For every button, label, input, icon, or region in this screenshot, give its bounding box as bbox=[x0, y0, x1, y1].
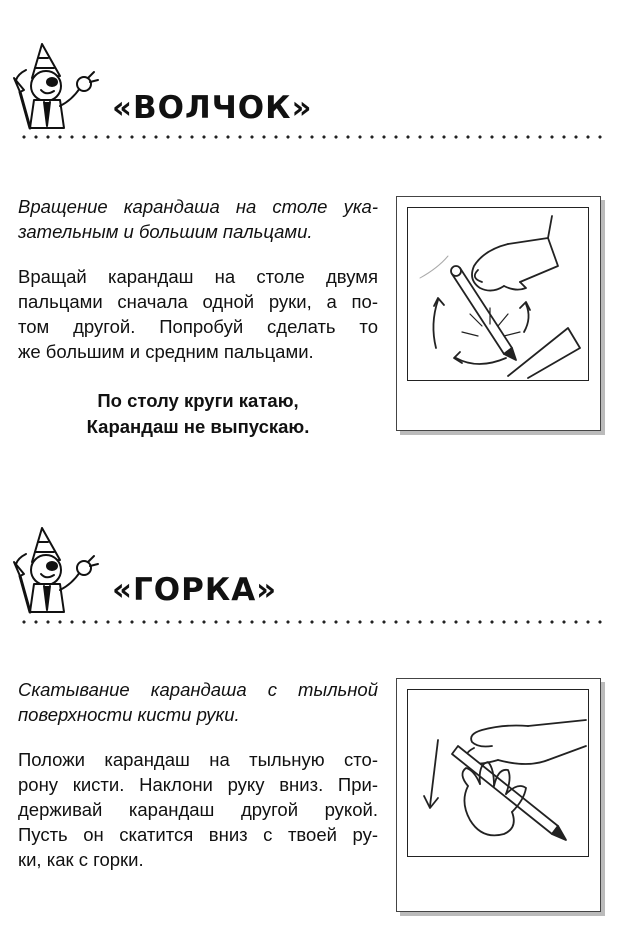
exercise-instructions bbox=[18, 264, 378, 364]
description-line: поверхности кисти руки. bbox=[18, 704, 240, 725]
instruction-line: держивай карандаш другой рукой. bbox=[18, 799, 378, 820]
exercise-description bbox=[18, 677, 378, 727]
description-line: зательным и большим пальцами. bbox=[18, 221, 313, 242]
section-volchok bbox=[0, 0, 623, 470]
instruction-line: том другой. Попробуй сделать то bbox=[18, 316, 378, 337]
description-line: Скатывание карандаша с тыльной bbox=[18, 679, 378, 700]
instruction-line: рону кисти. Наклони руку вниз. При- bbox=[18, 774, 378, 795]
pencil-rolling-hand-illustration bbox=[408, 690, 588, 856]
exercise-description bbox=[18, 194, 378, 244]
verse-line: По столу круги катаю, bbox=[97, 390, 299, 411]
instruction-line: же большим и средним пальцами. bbox=[18, 341, 314, 362]
description-line: Вращение карандаша на столе ука- bbox=[18, 196, 378, 217]
exercise-instructions bbox=[18, 747, 378, 872]
pencil-mascot-icon bbox=[8, 40, 100, 130]
hand-spinning-pencil-illustration bbox=[408, 208, 588, 380]
verse-line: Карандаш не выпускаю. bbox=[86, 416, 310, 437]
exercise-verse bbox=[18, 388, 378, 440]
pencil-mascot-icon bbox=[8, 524, 100, 614]
section-title: «ВОЛЧОК» bbox=[112, 90, 313, 126]
instruction-line: пальцами сначала одной руки, а по- bbox=[18, 291, 378, 312]
instruction-line: Положи карандаш на тыльную сто- bbox=[18, 749, 378, 770]
instruction-line: ки, как с горки. bbox=[18, 849, 144, 870]
illustration-frame bbox=[396, 678, 601, 912]
illustration-frame bbox=[396, 196, 601, 431]
instruction-line: Пусть он скатится вниз с твоей ру- bbox=[18, 824, 378, 845]
section-gorka bbox=[0, 470, 623, 945]
section-title: «ГОРКА» bbox=[112, 572, 278, 608]
dotted-divider bbox=[18, 135, 610, 139]
instruction-line: Вращай карандаш на столе двумя bbox=[18, 266, 378, 287]
dotted-divider bbox=[18, 620, 610, 624]
